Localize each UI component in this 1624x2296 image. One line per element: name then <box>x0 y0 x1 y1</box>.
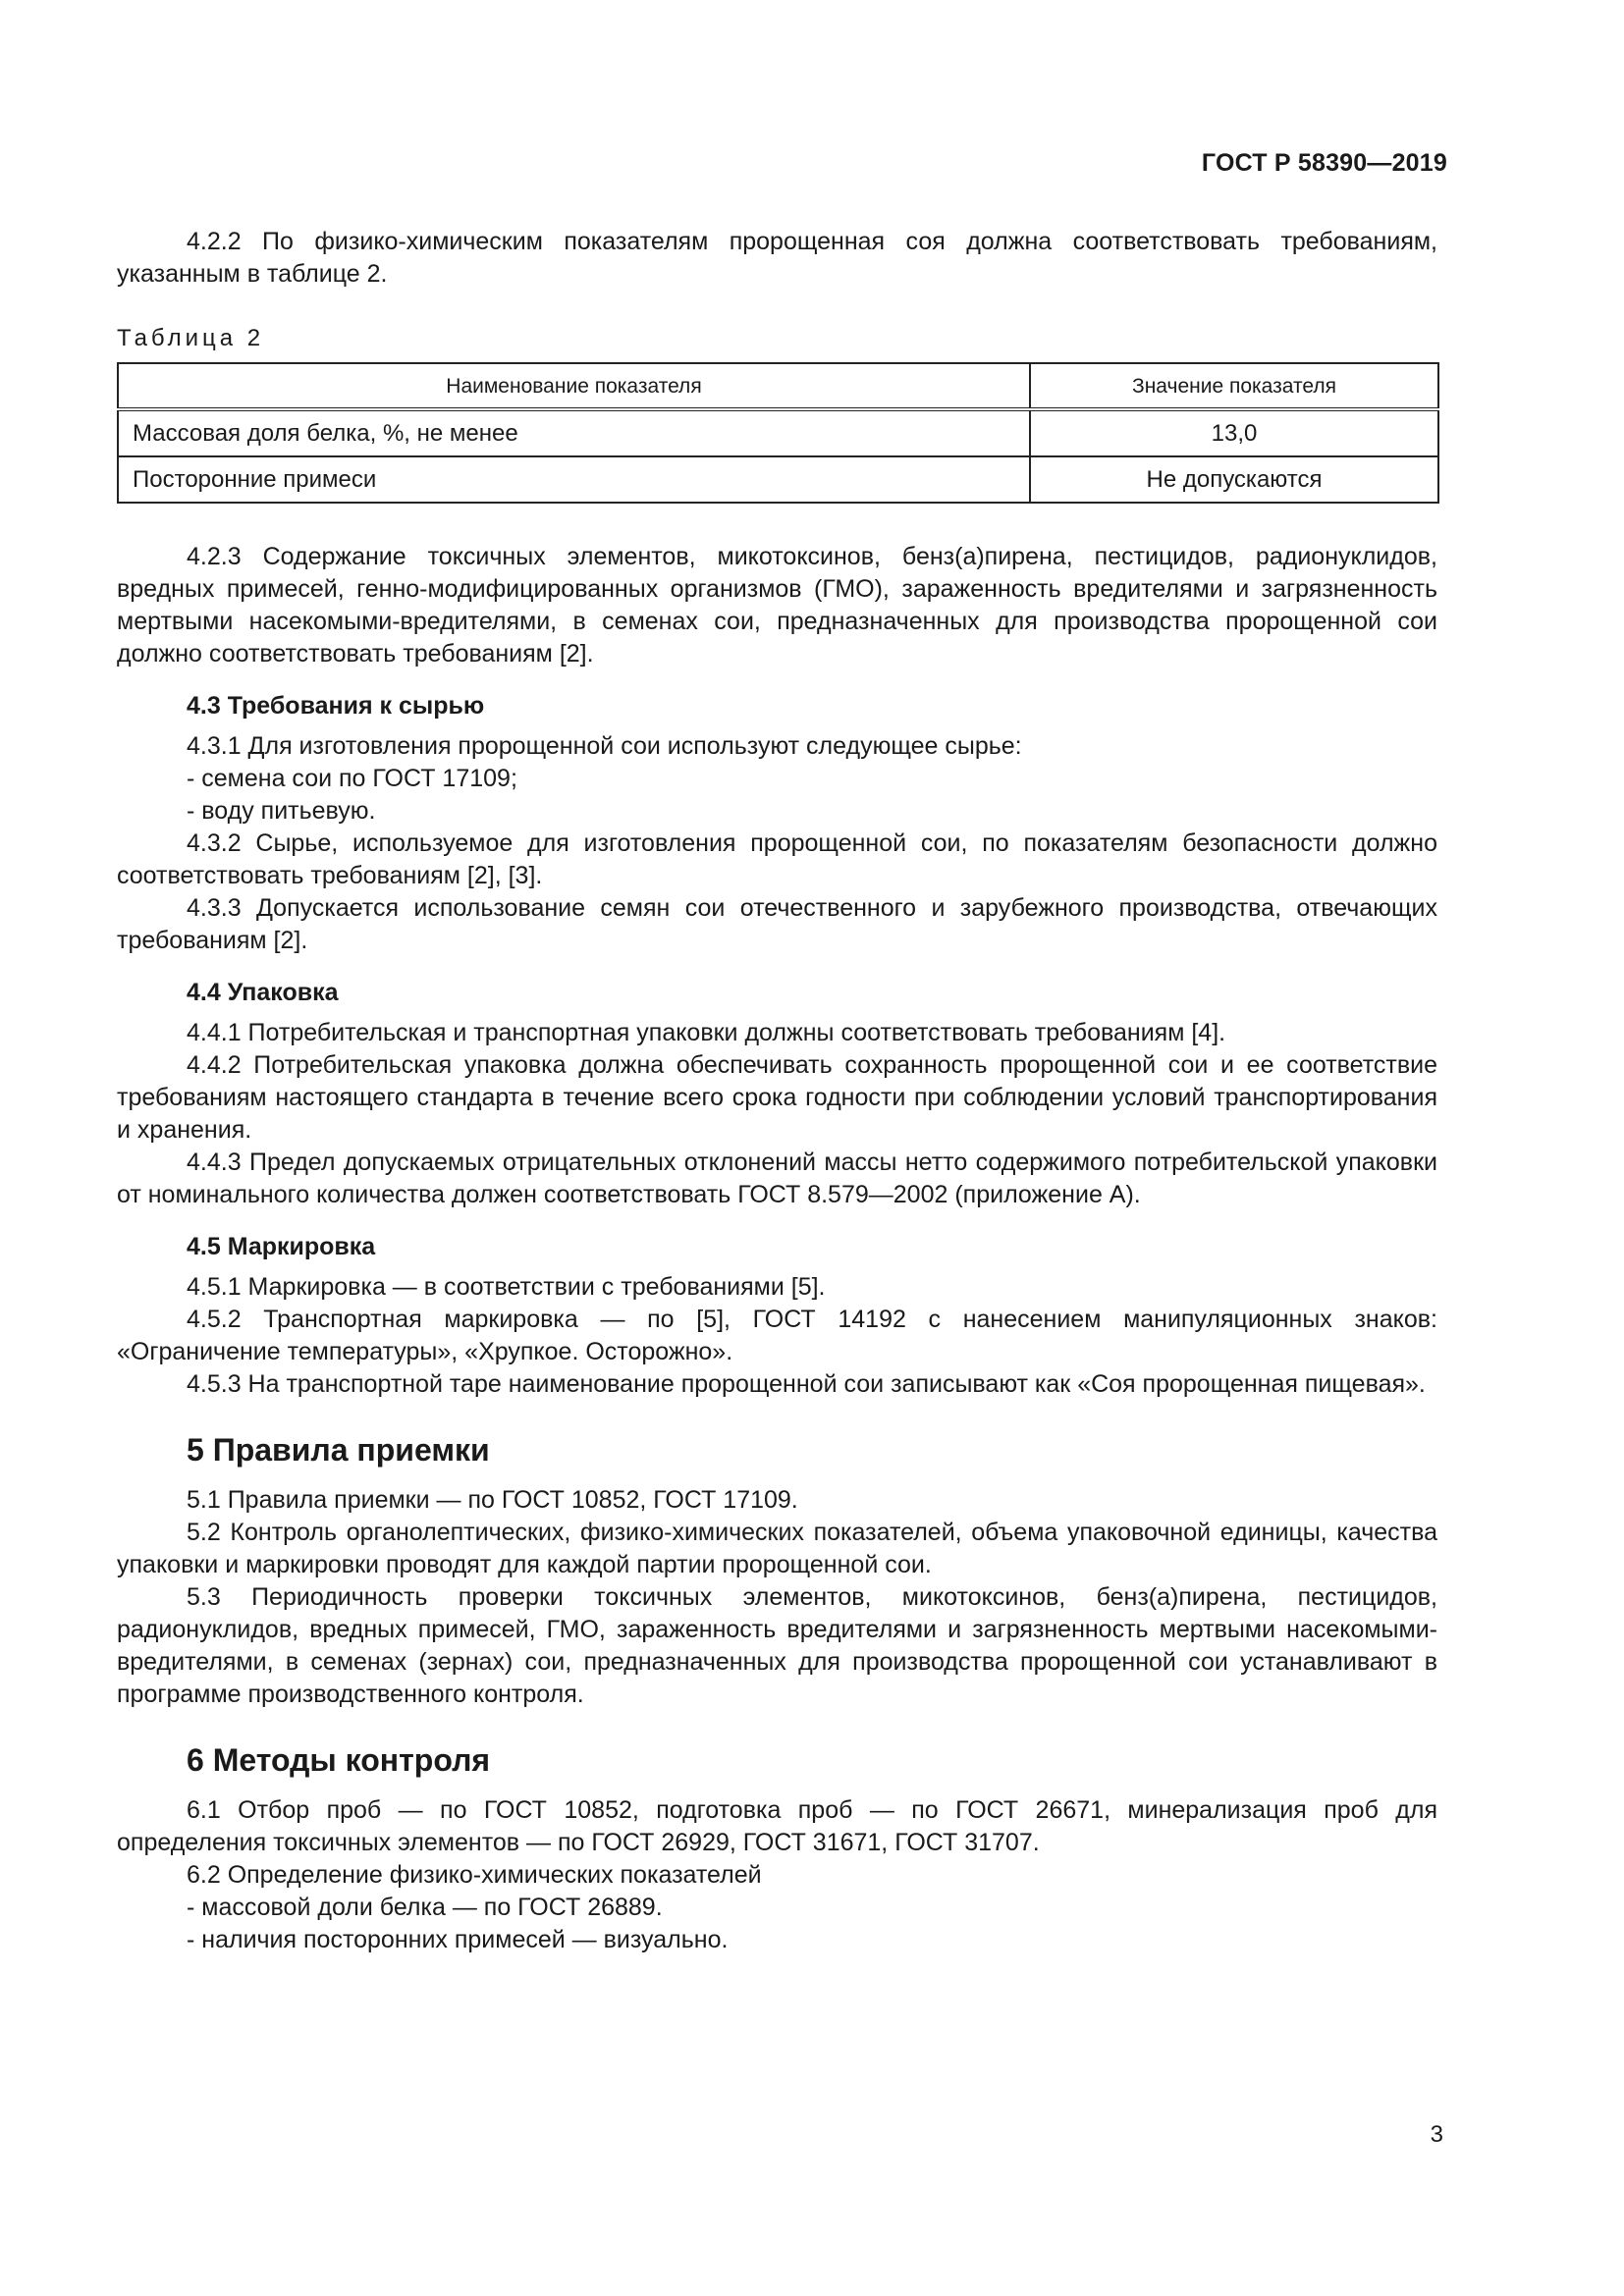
table-cell: Массовая доля белка, %, не менее <box>118 409 1030 456</box>
table-header-cell: Значение показателя <box>1030 363 1438 409</box>
paragraph-6-2: 6.2 Определение физико-химических показателей <box>187 1861 762 1889</box>
paragraph-4-3-3: 4.3.3 Допускается использование семян сои отечественного и зарубежного производства, отвечающих требованиям [2]. <box>117 894 1437 954</box>
table-cell: Не допускаются <box>1030 456 1438 503</box>
table-header-cell: Наименование показателя <box>118 363 1030 409</box>
paragraph-4-4-2: 4.4.2 Потребительская упаковка должна обеспечивать сохранность пророщенной сои и ее соответствие требованиям настоящего стандарта в течение всего срока годности при соблюдении условий транспортирования и хранения. <box>117 1051 1437 1144</box>
list-item: - наличия посторонних примесей — визуально. <box>187 1926 729 1953</box>
table-cell: 13,0 <box>1030 409 1438 456</box>
table-header-row <box>118 363 1438 409</box>
section-heading-6: 6 Методы контроля <box>187 1742 491 1778</box>
paragraph-4-2-2: 4.2.2 По физико-химическим показателям пророщенная соя должна соответствовать требованиям, указанным в таблице 2. <box>117 228 1437 288</box>
paragraph-4-4-3: 4.4.3 Предел допускаемых отрицательных отклонений массы нетто содержимого потребительской упаковки от номинального количества должен соответствовать ГОСТ 8.579—2002 (приложение А). <box>117 1148 1437 1208</box>
list-item: - массовой доли белка — по ГОСТ 26889. <box>187 1894 663 1921</box>
paragraph-4-5-1: 4.5.1 Маркировка — в соответствии с требованиями [5]. <box>187 1273 826 1301</box>
document-body <box>117 226 1437 1956</box>
paragraph-4-2-3: 4.2.3 Содержание токсичных элементов, микотоксинов, бенз(а)пирена, пестицидов, радионуклидов, вредных примесей, генно-модифицированных организмов (ГМО), зараженность вредителями и загрязненность мертвыми насекомыми-вредителями, в семенах сои, предназначенных для производства пророщенной сои должно соответствовать требованиям [2]. <box>117 543 1437 667</box>
paragraph-4-3-2: 4.3.2 Сырье, используемое для изготовления пророщенной сои, по показателям безопасности должно соответствовать требованиям [2], [3]. <box>117 829 1437 889</box>
document-header: ГОСТ Р 58390—2019 <box>1201 149 1447 177</box>
table-row <box>118 456 1438 503</box>
paragraph-5-1: 5.1 Правила приемки — по ГОСТ 10852, ГОСТ 17109. <box>187 1486 798 1514</box>
page-number: 3 <box>1430 2121 1443 2148</box>
subsection-heading-4-5: 4.5 Маркировка <box>187 1233 376 1260</box>
list-item: - семена сои по ГОСТ 17109; <box>187 765 517 792</box>
paragraph-4-3-1: 4.3.1 Для изготовления пророщенной сои используют следующее сырье: <box>187 732 1022 760</box>
list-item: - воду питьевую. <box>187 797 376 825</box>
subsection-heading-4-4: 4.4 Упаковка <box>187 979 339 1006</box>
section-heading-5: 5 Правила приемки <box>187 1432 490 1468</box>
table-row <box>118 409 1438 456</box>
table-cell: Посторонние примеси <box>118 456 1030 503</box>
subsection-heading-4-3: 4.3 Требования к сырью <box>187 692 485 720</box>
table-2 <box>117 362 1439 504</box>
paragraph-4-4-1: 4.4.1 Потребительская и транспортная упаковки должны соответствовать требованиям [4]. <box>187 1019 1226 1046</box>
paragraph-4-5-2: 4.5.2 Транспортная маркировка — по [5], ГОСТ 14192 с нанесением манипуляционных знаков: «Ограничение температуры», «Хрупкое. Осторожно». <box>117 1306 1437 1365</box>
paragraph-6-1: 6.1 Отбор проб — по ГОСТ 10852, подготовка проб — по ГОСТ 26671, минерализация проб для определения токсичных элементов — по ГОСТ 26929, ГОСТ 31671, ГОСТ 31707. <box>117 1796 1437 1856</box>
paragraph-4-5-3: 4.5.3 На транспортной таре наименование пророщенной сои записывают как «Соя пророщенная пищевая». <box>187 1370 1426 1398</box>
table-caption: Таблица 2 <box>117 325 265 351</box>
paragraph-5-3: 5.3 Периодичность проверки токсичных элементов, микотоксинов, бенз(а)пирена, пестицидов, радионуклидов, вредных примесей, ГМО, зараженность вредителями и загрязненность мертвыми насекомыми-вредителями, в семенах (зернах) сои, предназначенных для производства пророщенной сои устанавливают в программе производственного контроля. <box>117 1583 1437 1708</box>
paragraph-5-2: 5.2 Контроль органолептических, физико-химических показателей, объема упаковочной единицы, качества упаковки и маркировки проводят для каждой партии пророщенной сои. <box>117 1519 1437 1578</box>
